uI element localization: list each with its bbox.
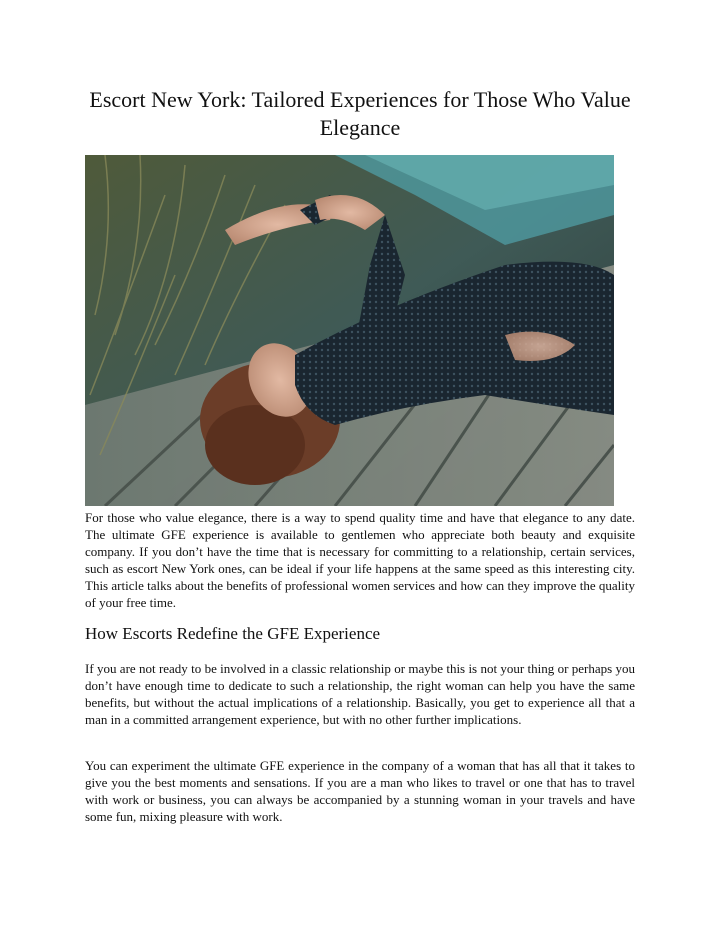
intro-paragraph: For those who value elegance, there is a way to spend quality time and have that elegance to any date. The ultimate GFE experience is available to gentlemen who appreciate both beauty and exquisite company. If you don’t have the time that is necessary for committing to a relationship, certain services, such as escort New York ones, can be ideal if your life happens at the same speed as this interesting city. This article talks about the benefits of professional women services and how can they improve the quality of your free time. bbox=[85, 510, 635, 610]
feature-photo bbox=[85, 155, 614, 506]
photo-illustration bbox=[85, 155, 614, 506]
document-title: Escort New York: Tailored Experiences for Those Who Value Elegance bbox=[89, 87, 631, 140]
section-paragraph-2: You can experiment the ultimate GFE experience in the company of a woman that has all that it takes to give you the best moments and sensations. If you are a man who likes to travel or one that has to travel with work or business, you can always be accompanied by a stunning woman in your travels and have some fun, mixing pleasure with work. bbox=[85, 758, 635, 824]
section-heading: How Escorts Redefine the GFE Experience bbox=[85, 624, 381, 643]
section-paragraph-1: If you are not ready to be involved in a classic relationship or maybe this is not your thing or perhaps you don’t have enough time to dedicate to such a relationship, the right woman can help you have the same benefits, but without the actual implications of a relationship. Basically, you get to experience all that a man in a committed arrangement experience, but with no other further implications. bbox=[85, 661, 635, 727]
